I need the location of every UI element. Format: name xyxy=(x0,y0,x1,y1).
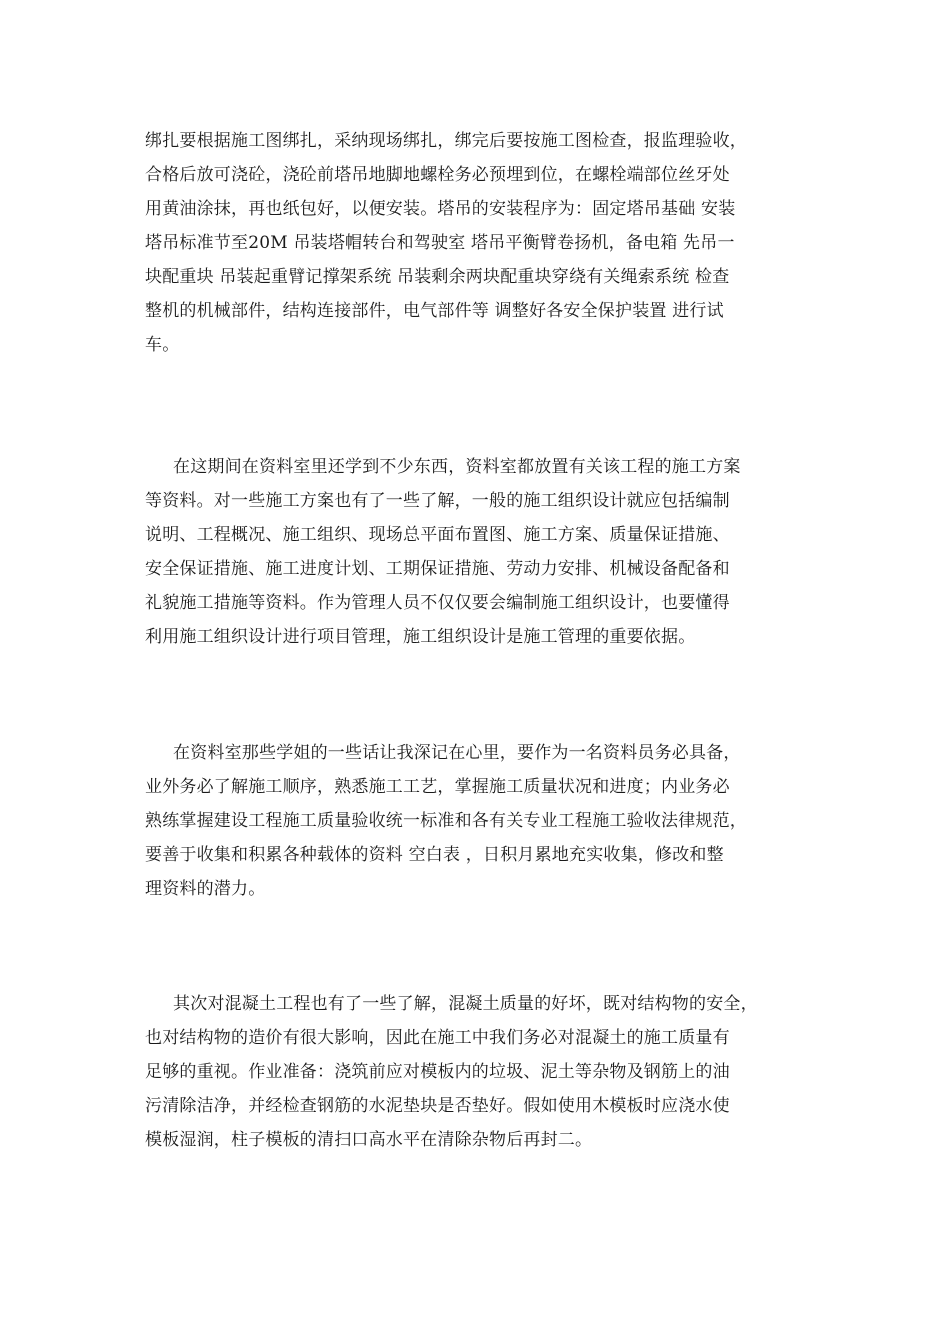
text-line: 其次对混凝土工程也有了一些了解，混凝土质量的好坏，既对结构物的安全， xyxy=(173,994,758,1014)
text-line: 整机的机械部件，结构连接部件，电气部件等 调整好各安全保护装置 进行试 xyxy=(145,301,724,321)
text-line: 说明、工程概况、施工组织、现场总平面布置图、施工方案、质量保证措施、 xyxy=(145,525,730,545)
text-line: 在资料室那些学姐的一些话让我深记在心里，要作为一名资料员务必具备， xyxy=(173,743,741,763)
text-line: 要善于收集和积累各种载体的资料 空白表 ，日积月累地充实收集，修改和整 xyxy=(145,845,724,865)
text-line: 绑扎要根据施工图绑扎，采纳现场绑扎，绑完后要按施工图检查，报监理验收， xyxy=(145,131,747,151)
text-line: 塔吊标准节至20M 吊装塔帽转台和驾驶室 塔吊平衡臂卷扬机，备电箱 先吊一 xyxy=(145,233,735,253)
paragraph-archive-room-learning xyxy=(145,450,825,654)
text-line: 模板湿润，柱子模板的清扫口高水平在清除杂物后再封二。 xyxy=(145,1130,593,1150)
text-line: 利用施工组织设计进行项目管理，施工组织设计是施工管理的重要依据。 xyxy=(145,627,696,647)
text-line: 用黄油涂抹，再也纸包好，以便安装。塔吊的安装程序为：固定塔吊基础 安装 xyxy=(145,199,736,219)
paragraph-concrete-works xyxy=(145,987,825,1157)
text-line: 也对结构物的造价有很大影响，因此在施工中我们务必对混凝土的施工质量有 xyxy=(145,1028,730,1048)
text-line: 安全保证措施、施工进度计划、工期保证措施、劳动力安排、机械设备配备和 xyxy=(145,559,730,579)
paragraph-archivist-requirements xyxy=(145,736,825,906)
text-line: 业外务必了解施工顺序，熟悉施工工艺，掌握施工质量状况和进度；内业务必 xyxy=(145,777,730,797)
text-line: 合格后放可浇砼，浇砼前塔吊地脚地螺栓务必预埋到位，在螺栓端部位丝牙处 xyxy=(145,165,730,185)
text-line: 足够的重视。作业准备：浇筑前应对模板内的垃圾、泥土等杂物及钢筋上的油 xyxy=(145,1062,730,1082)
text-line: 等资料。对一些施工方案也有了一些了解，一般的施工组织设计就应包括编制 xyxy=(145,491,730,511)
text-line: 在这期间在资料室里还学到不少东西，资料室都放置有关该工程的施工方案 xyxy=(173,457,741,477)
paragraph-tower-crane-installation xyxy=(145,124,825,362)
text-line: 熟练掌握建设工程施工质量验收统一标准和各有关专业工程施工验收法律规范， xyxy=(145,811,747,831)
text-line: 车。 xyxy=(145,335,180,355)
text-line: 礼貌施工措施等资料。作为管理人员不仅仅要会编制施工组织设计，也要懂得 xyxy=(145,593,730,613)
text-line: 块配重块 吊装起重臂记撑架系统 吊装剩余两块配重块穿绕有关绳索系统 检查 xyxy=(145,267,730,287)
text-line: 污清除洁净，并经检查钢筋的水泥垫块是否垫好。假如使用木模板时应浇水使 xyxy=(145,1096,730,1116)
text-line: 理资料的潜力。 xyxy=(145,879,266,899)
